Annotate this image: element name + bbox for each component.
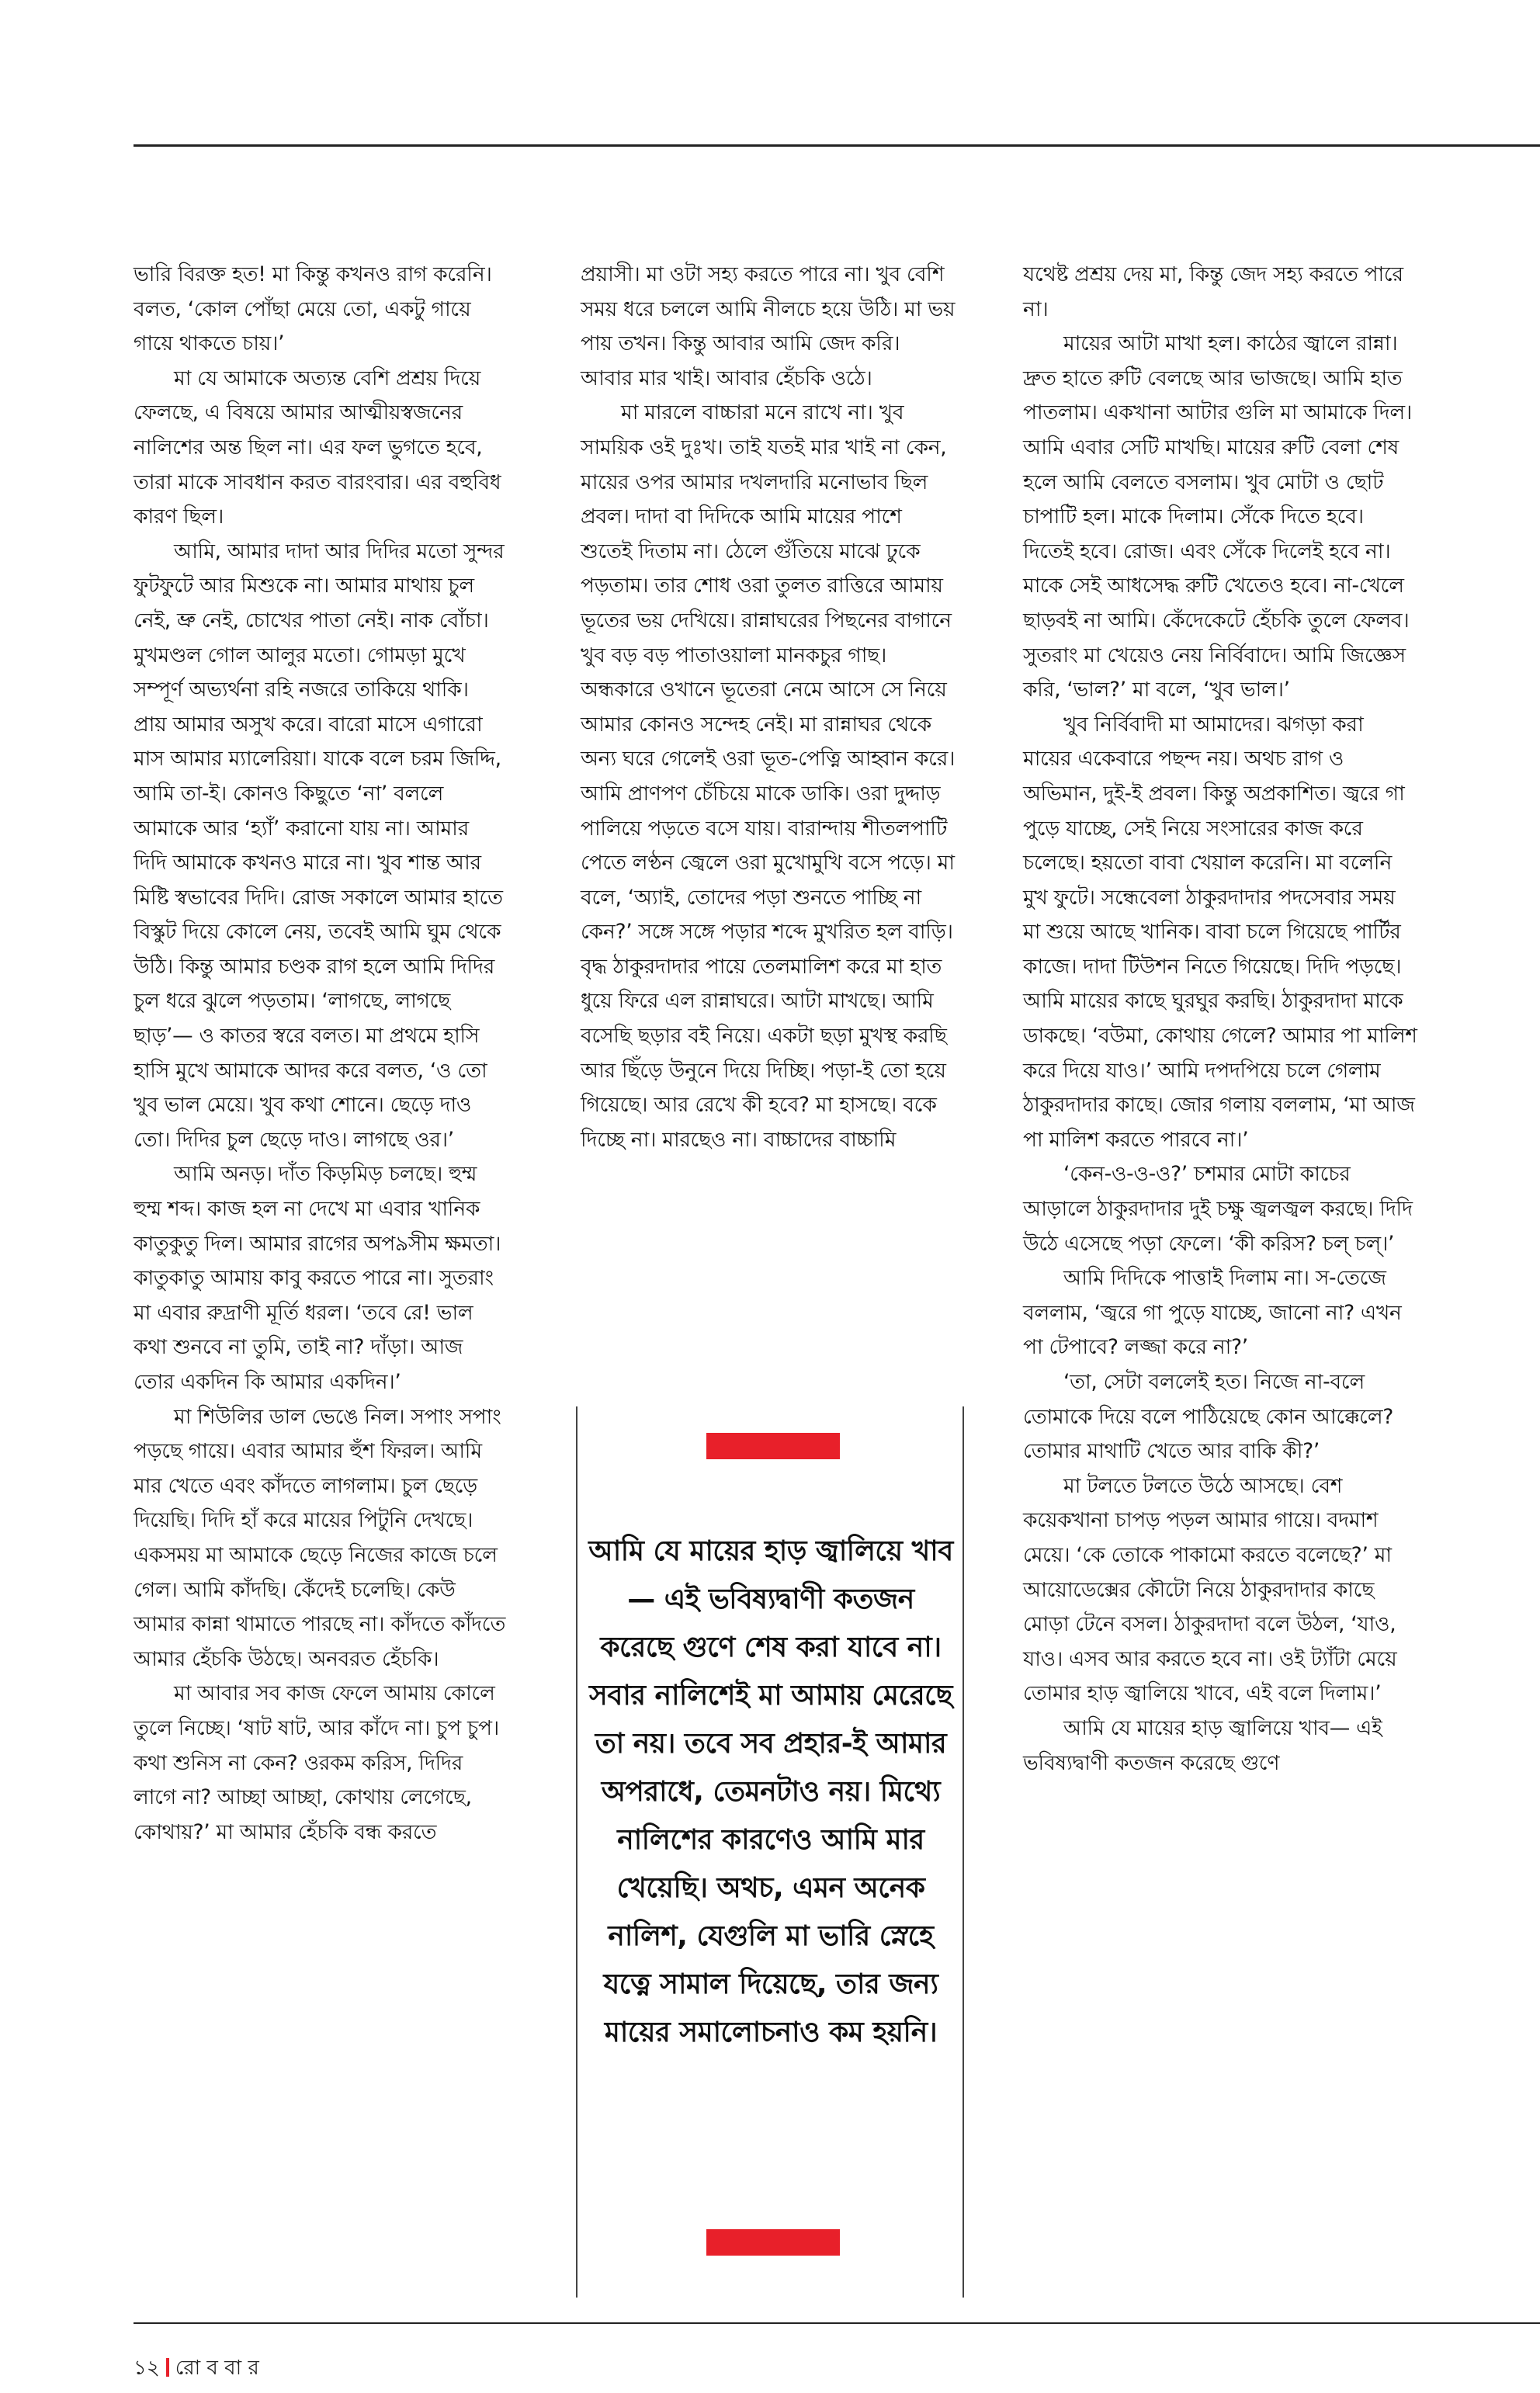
paragraph: আমি, আমার দাদা আর দিদির মতো সুন্দর ফুটফুটে আর মিশুকে না। আমার মাথায় চুল নেই, ভ্রু নেই, চোখের পাতা নেই। নাক বোঁচা। মুখমণ্ডল গোল আলুর মতো। গোমড়া মুখে সম্পূর্ণ অভ্যর্থনা রহি নজরে তাকিয়ে থাকি। প্রায় আমার অসুখ করে। বারো মাসে এগারো মাস আমার ম্যালেরিয়া। যাকে বলে চরম জিদ্দি, আমি তা-ই। কোনও কিছুতে ‘না’ বললে আমাকে আর ‘হ্যাঁ’ করানো যায় না। আমার দিদি আমাকে কখনও মারে না। খুব শান্ত আর মিষ্টি স্বভাবের দিদি। রোজ সকালে আমার হাতে বিস্কুট দিয়ে কোলে নেয়, তবেই আমি ঘুম থেকে উঠি। কিন্তু আমার চণ্ডক রাগ হলে আমি দিদির চুল ধরে ঝুলে পড়তাম। ‘লাগছে, লাগছে ছাড়’— ও কাতর স্বরে বলত। মা প্রথমে হাসি হাসি মুখে আমাকে আদর করে বলত, ‘ও তো খুব ভাল মেয়ে। খুব কথা শোনে। ছেড়ে দাও তো। দিদির চুল ছেড়ে দাও। লাগছে ওর।’ [134,539,505,1152]
footer-separator [166,2358,169,2377]
paragraph: মা মারলে বাচ্চারা মনে রাখে না। খুব সাময়িক ওই দুঃখ। তাই যতই মার খাই না কেন, মায়ের ওপর আমার দখলদারি মনোভাব ছিল প্রবল। দাদা বা দিদিকে আমি মায়ের পাশে শুতেই দিতাম না। ঠেলে গুঁতিয়ে মাঝে ঢুকে পড়তাম। তার শোধ ওরা তুলত রাত্তিরে আমায় ভূতের ভয় দেখিয়ে। রান্নাঘরের পিছনের বাগানে খুব বড় বড় পাতাওয়ালা মানকচুর গাছ। অন্ধকারে ওখানে ভূতেরা নেমে আসে সে নিয়ে আমার কোনও সন্দেহ নেই। মা রান্নাঘর থেকে অন্য ঘরে গেলেই ওরা ভূত-পেত্নি আহ্বান করে। আমি প্রাণপণ চেঁচিয়ে মাকে ডাকি। ওরা দুদ্দাড় পালিয়ে পড়তে বসে যায়। বারান্দায় শীতলপাটি পেতে লণ্ঠন জ্বেলে ওরা মুখোমুখি বসে পড়ে। মা বলে, ‘অ্যাই, তোদের পড়া শুনতে পাচ্ছি না কেন?’ সঙ্গে সঙ্গে পড়ার শব্দে মুখরিত হল বাড়ি। বৃদ্ধ ঠাকুরদাদার পায়ে তেলমালিশ করে মা হাত ধুয়ে ফিরে এল রান্নাঘরে। আটা মাখছে। আমি বসেছি ছড়ার বই নিয়ে। একটা ছড়া মুখস্থ করছি আর ছিঁড়ে উনুনে দিয়ে দিচ্ছি। পড়া-ই তো হয়ে গিয়েছে। আর রেখে কী হবে? মা হাসছে। বকে দিচ্ছে না। মারছেও না। বাচ্চাদের বাচ্চামি [581,401,956,1152]
paragraph: মা টলতে টলতে উঠে আসছে। বেশ কয়েকখানা চাপড় পড়ল আমার গায়ে। বদমাশ মেয়ে। ‘কে তোকে পাকামো করতে বলেছে?’ মা আয়োডেক্সের কৌটো নিয়ে ঠাকুরদাদার কাছে মোড়া টেনে বসল। ঠাকুরদাদা বলে উঠল, ‘যাও, যাও। এসব আর করতে হবে না। ওই ট্যাঁটা মেয়ে তোমার হাড় জ্বালিয়ে খাবে, এই বলে দিলাম।’ [1023,1473,1397,1706]
paragraph: আমি দিদিকে পাত্তাই দিলাম না। স-তেজে বললাম, ‘জ্বরে গা পুড়ে যাচ্ছে, জানো না? এখন পা টেপাবে? লজ্জা করে না?’ [1023,1266,1402,1360]
paragraph: আমি অনড়। দাঁত কিড়মিড় চলছে। হুম্ম হুম্ম শব্দ। কাজ হল না দেখে মা এবার খানিক কাতুকুতু দিল। আমার রাগের অপ৯সীম ক্ষমতা। কাতুকাতু আমায় কাবু করতে পারে না। সুতরাং মা এবার রুদ্রাণী মূর্তি ধরল। ‘তবে রে! ভাল কথা শুনবে না তুমি, তাই না? দাঁড়া। আজ তোর একদিন কি আমার একদিন।’ [134,1162,501,1394]
paragraph: খুব নির্বিবাদী মা আমাদের। ঝগড়া করা মায়ের একেবারে পছন্দ নয়। অথচ রাগ ও অভিমান, দুই-ই প্রবল। কিন্তু অপ্রকাশিত। জ্বরে গা পুড়ে যাচ্ছে, সেই নিয়ে সংসারের কাজ করে চলেছে। হয়তো বাবা খেয়াল করেনি। মা বলেনি মুখ ফুটে। সন্ধেবেলা ঠাকুরদাদার পদসেবার সময় মা শুয়ে আছে খানিক। বাবা চলে গিয়েছে পার্টির কাজে। দাদা টিউশন নিতে গিয়েছে। দিদি পড়ছে। আমি মায়ের কাছে ঘুরঘুর করছি। ঠাকুরদাদা মাকে ডাকছে। ‘বউমা, কোথায় গেলে? আমার পা মালিশ করে দিয়ে যাও।’ আমি দপদপিয়ে চলে গেলাম ঠাকুরদাদার কাছে। জোর গলায় বললাম, ‘মা আজ পা মালিশ করতে পারবে না।’ [1023,712,1417,1152]
paragraph: প্রয়াসী। মা ওটা সহ্য করতে পারে না। খুব বেশি সময় ধরে চললে আমি নীলচে হয়ে উঠি। মা ভয় পায় তখন। কিন্তু আবার আমি জেদ করি। আবার মার খাই। আবার হেঁচকি ওঠে। [581,262,956,390]
pullquote-right-divider [962,1406,964,2298]
pullquote-bottom-accent [706,2229,840,2256]
paragraph: ‘কেন-ও-ও-ও?’ চশমার মোটা কাচের আড়ালে ঠাকুরদাদার দুই চক্ষু জ্বলজ্বল করছে। দিদি উঠে এসেছে পড়া ফেলে। ‘কী করিস? চল্ চল্।’ [1023,1162,1413,1256]
paragraph: আমি যে মায়ের হাড় জ্বালিয়ে খাব— এই ভবিষ্যদ্বাণী কতজন করেছে গুণে [1023,1715,1382,1775]
page-footer [134,2352,259,2386]
article-column-2 [581,258,956,1157]
pull-quote: আমি যে মায়ের হাড় জ্বালিয়ে খাব— এই ভবিষ্যদ্বাণী কতজন করেছে গুণে শেষ করা যাবে না। সবার নালিশেই মা আমায় মেরেছে তা নয়। তবে সব প্রহার-ই আমার অপরাধে, তেমনটাও নয়। মিথ্যে নালিশের কারণেও আমি মার খেয়েছি। অথচ, এমন অনেক নালিশ, যেগুলি মা ভারি স্নেহে যত্নে সামাল দিয়েছে, তার জন্য মায়ের সমালোচনাও কম হয়নি। [588,1535,953,2048]
paragraph: মায়ের আটা মাখা হল। কাঠের জ্বালে রান্না। দ্রুত হাতে রুটি বেলছে আর ভাজছে। আমি হাত পাতলাম। একখানা আটার গুলি মা আমাকে দিল। আমি এবার সেটি মাখছি। মায়ের রুটি বেলা শেষ হলে আমি বেলতে বসলাম। খুব মোটা ও ছোট চাপাটি হল। মাকে দিলাম। সেঁকে দিতে হবে। দিতেই হবে। রোজ। এবং সেঁকে দিলেই হবে না। মাকে সেই আধসেদ্ধ রুটি খেতেও হবে। না-খেলে ছাড়বই না আমি। কেঁদেকেটে হেঁচকি তুলে ফেলব। সুতরাং মা খেয়েও নেয় নির্বিবাদে। আমি জিজ্ঞেস করি, ‘ভাল?’ মা বলে, ‘খুব ভাল।’ [1023,331,1412,702]
paragraph: মা যে আমাকে অত্যন্ত বেশি প্রশ্রয় দিয়ে ফেলছে, এ বিষয়ে আমার আত্মীয়স্বজনের নালিশের অন্ত ছিল না। এর ফল ভুগতে হবে, তারা মাকে সাবধান করত বারংবার। এর বহুবিধ কারণ ছিল। [134,366,501,529]
magazine-name: রো ব বা র [175,2357,259,2380]
pullquote-top-accent [706,1433,840,1459]
article-column-1 [134,258,508,1850]
bottom-rule [134,2322,1540,2324]
pullquote-left-divider [576,1406,578,2298]
top-rule [134,144,1540,147]
paragraph: ভারি বিরক্ত হত! মা কিন্তু কখনও রাগ করেনি। বলত, ‘কোল পোঁছা মেয়ে তো, একটু গায়ে গায়ে থাকতে চায়।’ [134,262,492,356]
paragraph: যথেষ্ট প্রশ্রয় দেয় মা, কিন্তু জেদ সহ্য করতে পারে না। [1023,262,1403,321]
paragraph: মা শিউলির ডাল ভেঙে নিল। সপাং সপাং পড়ছে গায়ে। এবার আমার হুঁশ ফিরল। আমি মার খেতে এবং কাঁদতে লাগলাম। চুল ছেড়ে দিয়েছি। দিদি হাঁ করে মায়ের পিটুনি দেখছে। একসময় মা আমাকে ছেড়ে নিজের কাজে চলে গেল। আমি কাঁদছি। কেঁদেই চলেছি। কেউ আমার কান্না থামাতে পারছে না। কাঁদতে কাঁদতে আমার হেঁচকি উঠছে। অনবরত হেঁচকি। [134,1404,506,1671]
paragraph: মা আবার সব কাজ ফেলে আমায় কোলে তুলে নিচ্ছে। ‘ষাট ষাট, আর কাঁদে না। চুপ চুপ। কথা শুনিস না কেন? ওরকম করিস, দিদির লাগে না? আচ্ছা আচ্ছা, কোথায় লেগেছে, কোথায়?’ মা আমার হেঁচকি বন্ধ করতে [134,1681,499,1844]
page-number: ১২ [134,2357,160,2380]
article-column-3 [1023,258,1417,1781]
paragraph: ‘তা, সেটা বললেই হত। নিজে না-বলে তোমাকে দিয়ে বলে পাঠিয়েছে কোন আক্কেলে? তোমার মাথাটি খেতে আর বাকি কী?’ [1023,1370,1394,1464]
